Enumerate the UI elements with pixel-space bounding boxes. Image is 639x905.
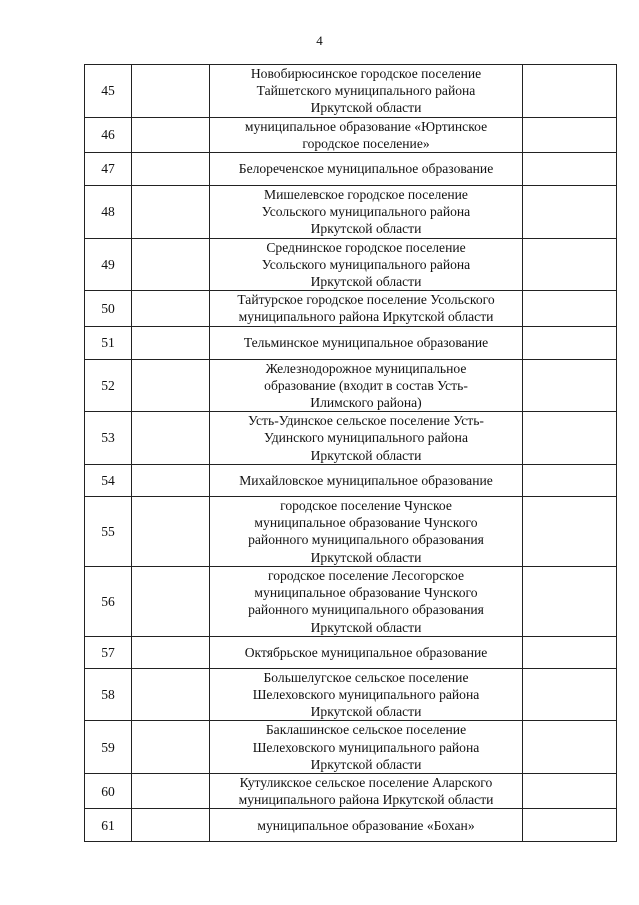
empty-cell	[132, 326, 210, 359]
empty-cell	[132, 668, 210, 721]
empty-cell	[523, 566, 617, 636]
municipality-name: Мишелевское городское поселение Усольского муниципального района Иркутской области	[261, 187, 471, 237]
municipality-name-cell	[210, 153, 523, 186]
empty-cell	[523, 721, 617, 774]
table-row	[85, 291, 617, 326]
table-row	[85, 412, 617, 465]
empty-cell	[132, 566, 210, 636]
table-row	[85, 636, 617, 668]
empty-cell	[132, 186, 210, 239]
table-row	[85, 496, 617, 566]
municipality-name-cell	[210, 291, 523, 326]
empty-cell	[523, 326, 617, 359]
empty-cell	[523, 464, 617, 496]
municipality-name-cell	[210, 412, 523, 465]
empty-cell	[523, 117, 617, 152]
municipality-name: Железнодорожное муниципальное образование (входит в состав Усть- Илимского района)	[264, 360, 468, 411]
row-number: 48	[85, 186, 132, 239]
row-number: 46	[85, 117, 132, 152]
table-row	[85, 809, 617, 842]
row-number: 45	[85, 65, 132, 118]
table-row	[85, 774, 617, 809]
table-row	[85, 668, 617, 721]
empty-cell	[132, 238, 210, 291]
empty-cell	[132, 636, 210, 668]
empty-cell	[523, 668, 617, 721]
row-number: 53	[85, 412, 132, 465]
empty-cell	[132, 464, 210, 496]
empty-cell	[523, 65, 617, 118]
empty-cell	[132, 721, 210, 774]
page-number: 4	[316, 33, 323, 48]
table-row	[85, 238, 617, 291]
row-number: 55	[85, 496, 132, 566]
empty-cell	[132, 359, 210, 412]
row-number: 50	[85, 291, 132, 326]
empty-cell	[132, 117, 210, 152]
table-row	[85, 566, 617, 636]
empty-cell	[523, 238, 617, 291]
municipality-name-cell	[210, 636, 523, 668]
table-row	[85, 186, 617, 239]
municipality-name: Баклашинское сельское поселение Шелеховского муниципального района Иркутской области	[252, 722, 480, 772]
municipality-name: Тайтурское городское поселение Усольского муниципального района Иркутской области	[237, 292, 495, 325]
row-number: 52	[85, 359, 132, 412]
table-row	[85, 65, 617, 118]
table-row	[85, 359, 617, 412]
empty-cell	[132, 774, 210, 809]
municipality-name: Михайловское муниципальное образование	[239, 472, 493, 488]
empty-cell	[523, 186, 617, 239]
municipality-name: Большелугское сельское поселение Шелеховского муниципального района Иркутской области	[252, 669, 480, 720]
empty-cell	[523, 809, 617, 842]
empty-cell	[132, 412, 210, 465]
municipality-name-cell	[210, 774, 523, 809]
table-row	[85, 153, 617, 186]
municipality-name: Кутуликское сельское поселение Аларского муниципального района Иркутской области	[238, 775, 494, 808]
empty-cell	[523, 496, 617, 566]
empty-cell	[523, 412, 617, 465]
table-row	[85, 464, 617, 496]
row-number: 57	[85, 636, 132, 668]
municipality-name: городское поселение Лесогорское муниципальное образование Чунского районного муниципального образования Иркутской области	[248, 567, 484, 635]
municipality-name-cell	[210, 65, 523, 118]
municipality-name: Усть-Удинское сельское поселение Усть- Удинского муниципального района Иркутской области	[248, 413, 484, 463]
municipality-name: Новобирюсинское городское поселение Тайшетского муниципального района Иркутской области	[250, 66, 482, 116]
row-number: 47	[85, 153, 132, 186]
row-number: 61	[85, 809, 132, 842]
table-row	[85, 117, 617, 152]
municipality-name-cell	[210, 496, 523, 566]
empty-cell	[132, 65, 210, 118]
row-number: 56	[85, 566, 132, 636]
registry-table-body	[85, 65, 617, 842]
municipality-name-cell	[210, 359, 523, 412]
municipality-name: Октябрьское муниципальное образование	[244, 644, 488, 660]
row-number: 49	[85, 238, 132, 291]
row-number: 59	[85, 721, 132, 774]
municipality-name-cell	[210, 721, 523, 774]
municipality-name-cell	[210, 464, 523, 496]
registry-table	[84, 64, 617, 842]
row-number: 60	[85, 774, 132, 809]
municipality-name: Белореченское муниципальное образование	[238, 161, 494, 177]
table-row	[85, 721, 617, 774]
municipality-name: Тельминское муниципальное образование	[243, 335, 489, 351]
municipality-name: городское поселение Чунское муниципальное образование Чунского районного муниципального образования Иркутской области	[248, 497, 484, 565]
empty-cell	[132, 291, 210, 326]
empty-cell	[523, 774, 617, 809]
empty-cell	[132, 496, 210, 566]
municipality-name: муниципальное образование «Бохан»	[257, 817, 475, 833]
municipality-name-cell	[210, 668, 523, 721]
municipality-name-cell	[210, 566, 523, 636]
empty-cell	[523, 291, 617, 326]
municipality-name-cell	[210, 326, 523, 359]
municipality-name: муниципальное образование «Юртинское городское поселение»	[244, 118, 488, 151]
municipality-name-cell	[210, 117, 523, 152]
municipality-name: Среднинское городское поселение Усольского муниципального района Иркутской области	[261, 239, 471, 290]
empty-cell	[523, 359, 617, 412]
empty-cell	[132, 153, 210, 186]
municipality-name-cell	[210, 238, 523, 291]
row-number: 54	[85, 464, 132, 496]
municipality-name-cell	[210, 809, 523, 842]
empty-cell	[523, 636, 617, 668]
row-number: 51	[85, 326, 132, 359]
empty-cell	[132, 809, 210, 842]
municipality-name-cell	[210, 186, 523, 239]
empty-cell	[523, 153, 617, 186]
table-row	[85, 326, 617, 359]
row-number: 58	[85, 668, 132, 721]
